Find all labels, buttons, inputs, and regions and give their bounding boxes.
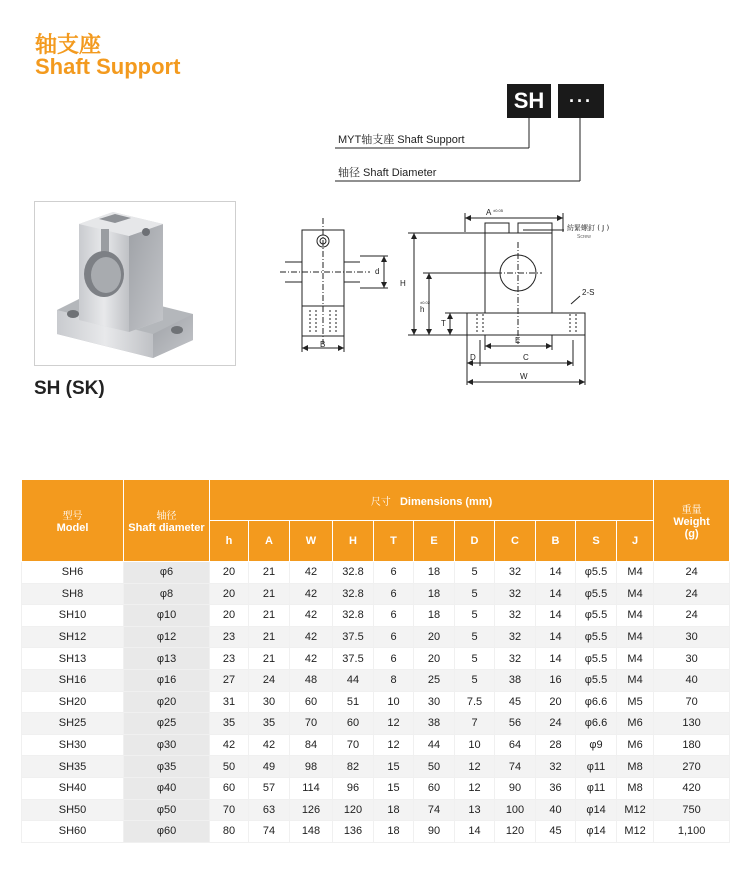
page-title-en: Shaft Support [35, 54, 181, 79]
table-cell: φ5.5 [576, 583, 617, 605]
header-model-en: Model [56, 522, 89, 534]
header-col-C: C [495, 521, 536, 562]
table-cell: 35 [210, 713, 249, 735]
table-cell: φ8 [124, 583, 210, 605]
table-cell: φ14 [576, 799, 617, 821]
table-cell: 5 [455, 562, 495, 584]
table-cell: M6 [617, 734, 654, 756]
dim-label-W: W [520, 372, 528, 381]
table-cell: φ6.6 [576, 691, 617, 713]
table-cell: 30 [414, 691, 455, 713]
table-row [22, 583, 730, 605]
table-cell: φ35 [124, 756, 210, 778]
table-cell: φ5.5 [576, 605, 617, 627]
table-cell: 21 [249, 605, 290, 627]
table-cell: 32 [495, 626, 536, 648]
table-cell: φ12 [124, 626, 210, 648]
table-cell: M8 [617, 756, 654, 778]
dim-label-C: C [523, 353, 529, 362]
technical-drawing [280, 200, 620, 390]
table-cell: M12 [617, 799, 654, 821]
table-cell: φ6.6 [576, 713, 617, 735]
table-cell: 32 [495, 648, 536, 670]
table-cell: 120 [495, 821, 536, 843]
table-cell: 96 [333, 777, 374, 799]
table-cell: 12 [455, 777, 495, 799]
table-cell: 8 [374, 669, 414, 691]
table-row [22, 713, 730, 735]
table-cell: M4 [617, 605, 654, 627]
dim-label-h-tolerance: ±0.02 [420, 300, 430, 305]
table-cell: 42 [290, 626, 333, 648]
table-cell: 45 [495, 691, 536, 713]
table-cell: SH40 [22, 777, 124, 799]
table-cell: 42 [210, 734, 249, 756]
table-cell: 44 [333, 669, 374, 691]
table-cell: 100 [495, 799, 536, 821]
table-cell: 40 [536, 799, 576, 821]
table-cell: 70 [290, 713, 333, 735]
table-cell: 24 [654, 583, 730, 605]
table-cell: 5 [455, 626, 495, 648]
legend-shaft-support: MYT轴支座 Shaft Support [338, 134, 465, 146]
table-cell: 44 [414, 734, 455, 756]
table-cell: φ5.5 [576, 626, 617, 648]
table-cell: 38 [495, 669, 536, 691]
table-cell: 60 [210, 777, 249, 799]
holes-label: 2-S [582, 288, 595, 297]
table-cell: 32.8 [333, 605, 374, 627]
table-cell: 42 [290, 562, 333, 584]
header-col-B: B [536, 521, 576, 562]
table-cell: 114 [290, 777, 333, 799]
table-cell: 37.5 [333, 648, 374, 670]
table-cell: 82 [333, 756, 374, 778]
header-shaft-diameter [124, 480, 210, 562]
table-cell: 42 [290, 605, 333, 627]
table-cell: 42 [249, 734, 290, 756]
code-prefix-box: SH [507, 84, 551, 118]
table-cell: 12 [374, 734, 414, 756]
table-cell: 30 [249, 691, 290, 713]
table-cell: φ6 [124, 562, 210, 584]
table-cell: M4 [617, 626, 654, 648]
table-cell: 130 [654, 713, 730, 735]
table-cell: 120 [333, 799, 374, 821]
dim-label-d: d [375, 267, 380, 276]
table-row [22, 734, 730, 756]
page-title-cn: 轴支座 [35, 33, 102, 58]
table-cell: φ5.5 [576, 648, 617, 670]
table-cell: M4 [617, 583, 654, 605]
table-cell: 38 [414, 713, 455, 735]
header-col-h: h [210, 521, 249, 562]
table-cell: 20 [210, 583, 249, 605]
table-row [22, 821, 730, 843]
table-cell: 49 [249, 756, 290, 778]
table-cell: 32 [495, 562, 536, 584]
table-cell: 50 [210, 756, 249, 778]
dim-label-A: A [486, 208, 492, 217]
table-cell: 42 [290, 648, 333, 670]
spec-table [21, 479, 730, 843]
table-cell: 15 [374, 777, 414, 799]
table-cell: 84 [290, 734, 333, 756]
table-cell: 70 [654, 691, 730, 713]
table-cell: SH6 [22, 562, 124, 584]
dim-label-D: D [470, 353, 476, 362]
header-model-cn: 型号 [62, 511, 83, 522]
table-row [22, 626, 730, 648]
table-cell: 27 [210, 669, 249, 691]
table-cell: M12 [617, 821, 654, 843]
table-cell: 74 [495, 756, 536, 778]
table-cell: 40 [654, 669, 730, 691]
table-cell: 180 [654, 734, 730, 756]
table-cell: φ11 [576, 777, 617, 799]
shaft-support-illustration [35, 202, 235, 365]
table-cell: 12 [455, 756, 495, 778]
table-row [22, 777, 730, 799]
table-row [22, 605, 730, 627]
table-cell: M8 [617, 777, 654, 799]
table-cell: 18 [414, 562, 455, 584]
table-cell: 32 [495, 605, 536, 627]
table-cell: 32.8 [333, 583, 374, 605]
table-cell: φ40 [124, 777, 210, 799]
header-col-S: S [576, 521, 617, 562]
table-cell: M4 [617, 562, 654, 584]
table-cell: 14 [455, 821, 495, 843]
table-cell: 24 [249, 669, 290, 691]
table-cell: 45 [536, 821, 576, 843]
table-cell: 20 [536, 691, 576, 713]
header-col-A: A [249, 521, 290, 562]
table-cell: 51 [333, 691, 374, 713]
header-col-J: J [617, 521, 654, 562]
table-cell: φ25 [124, 713, 210, 735]
table-cell: 23 [210, 626, 249, 648]
header-weight [654, 480, 730, 562]
header-weight-unit: (g) [684, 528, 699, 540]
table-cell: 31 [210, 691, 249, 713]
table-cell: 15 [374, 756, 414, 778]
header-col-T: T [374, 521, 414, 562]
table-cell: φ13 [124, 648, 210, 670]
table-cell: φ30 [124, 734, 210, 756]
table-cell: 30 [654, 626, 730, 648]
header-dims-en: Dimensions (mm) [399, 495, 493, 508]
table-row [22, 648, 730, 670]
table-cell: φ16 [124, 669, 210, 691]
table-cell: φ5.5 [576, 669, 617, 691]
table-cell: φ60 [124, 821, 210, 843]
table-cell: 24 [654, 605, 730, 627]
table-cell: 1,100 [654, 821, 730, 843]
table-cell: 6 [374, 583, 414, 605]
code-suffix-box: ··· [558, 84, 604, 118]
table-cell: SH8 [22, 583, 124, 605]
table-cell: 136 [333, 821, 374, 843]
table-cell: 32.8 [333, 562, 374, 584]
table-cell: 32 [495, 583, 536, 605]
table-cell: 20 [210, 562, 249, 584]
table-cell: 270 [654, 756, 730, 778]
dim-label-h: h [420, 305, 425, 314]
dim-label-B: B [320, 340, 326, 349]
header-shaft-cn: 轴径 [156, 511, 177, 522]
header-dimensions [210, 480, 654, 521]
table-row [22, 799, 730, 821]
table-cell: 5 [455, 583, 495, 605]
table-cell: 12 [374, 713, 414, 735]
table-cell: 30 [654, 648, 730, 670]
table-cell: 37.5 [333, 626, 374, 648]
header-weight-en: Weight [673, 516, 710, 528]
table-cell: 64 [495, 734, 536, 756]
header-col-E: E [414, 521, 455, 562]
table-cell: 21 [249, 562, 290, 584]
table-cell: φ20 [124, 691, 210, 713]
table-cell: 5 [455, 605, 495, 627]
table-cell: φ9 [576, 734, 617, 756]
table-cell: φ50 [124, 799, 210, 821]
table-cell: M6 [617, 713, 654, 735]
table-cell: 20 [210, 605, 249, 627]
table-cell: M4 [617, 669, 654, 691]
table-cell: 5 [455, 669, 495, 691]
table-cell: 74 [414, 799, 455, 821]
header-weight-cn: 重量 [681, 505, 702, 516]
table-cell: 90 [495, 777, 536, 799]
table-cell: SH25 [22, 713, 124, 735]
table-row [22, 562, 730, 584]
table-cell: 24 [654, 562, 730, 584]
table-cell: 420 [654, 777, 730, 799]
table-cell: 20 [414, 648, 455, 670]
table-row [22, 756, 730, 778]
table-cell: 50 [414, 756, 455, 778]
table-cell: 6 [374, 626, 414, 648]
table-cell: φ5.5 [576, 562, 617, 584]
table-cell: φ14 [576, 821, 617, 843]
product-name: SH (SK) [34, 378, 105, 399]
table-cell: 14 [536, 626, 576, 648]
table-cell: 7 [455, 713, 495, 735]
table-cell: 750 [654, 799, 730, 821]
table-cell: 57 [249, 777, 290, 799]
table-cell: 90 [414, 821, 455, 843]
dim-label-E: E [515, 336, 521, 345]
header-model [22, 480, 124, 562]
dim-label-A-tolerance: ±0.05 [493, 208, 503, 213]
table-cell: SH16 [22, 669, 124, 691]
dim-label-T: T [441, 319, 446, 328]
table-cell: 20 [414, 626, 455, 648]
table-cell: 63 [249, 799, 290, 821]
table-cell: 21 [249, 626, 290, 648]
table-cell: 18 [374, 821, 414, 843]
dim-label-H: H [400, 279, 406, 288]
table-cell: 98 [290, 756, 333, 778]
table-cell: 14 [536, 562, 576, 584]
table-cell: SH35 [22, 756, 124, 778]
table-cell: 60 [290, 691, 333, 713]
table-cell: SH13 [22, 648, 124, 670]
table-cell: φ11 [576, 756, 617, 778]
header-col-D: D [455, 521, 495, 562]
table-cell: 18 [414, 605, 455, 627]
table-cell: 25 [414, 669, 455, 691]
table-cell: 6 [374, 605, 414, 627]
table-cell: 32 [536, 756, 576, 778]
table-cell: 6 [374, 562, 414, 584]
table-cell: 35 [249, 713, 290, 735]
table-cell: 10 [374, 691, 414, 713]
header-shaft-en: Shaft diameter [128, 522, 205, 534]
table-cell: M4 [617, 648, 654, 670]
table-cell: 21 [249, 583, 290, 605]
header-dims-cn: 尺寸 [370, 496, 391, 508]
table-row [22, 669, 730, 691]
table-cell: 14 [536, 583, 576, 605]
header-col-W: W [290, 521, 333, 562]
table-cell: 16 [536, 669, 576, 691]
table-cell: SH10 [22, 605, 124, 627]
table-row [22, 691, 730, 713]
table-cell: 126 [290, 799, 333, 821]
table-cell: 42 [290, 583, 333, 605]
table-cell: 18 [414, 583, 455, 605]
table-cell: φ10 [124, 605, 210, 627]
table-cell: 18 [374, 799, 414, 821]
table-cell: 14 [536, 605, 576, 627]
table-cell: SH30 [22, 734, 124, 756]
table-cell: 23 [210, 648, 249, 670]
table-cell: 10 [455, 734, 495, 756]
table-cell: 21 [249, 648, 290, 670]
table-cell: 14 [536, 648, 576, 670]
table-cell: 60 [414, 777, 455, 799]
table-cell: 74 [249, 821, 290, 843]
table-cell: SH12 [22, 626, 124, 648]
table-cell: 13 [455, 799, 495, 821]
table-cell: 5 [455, 648, 495, 670]
screw-label-cn: 紡緊螺釘 ( J ) [567, 224, 610, 232]
legend-shaft-diameter: 轴径 Shaft Diameter [338, 167, 437, 179]
table-cell: 56 [495, 713, 536, 735]
table-cell: 36 [536, 777, 576, 799]
table-cell: 28 [536, 734, 576, 756]
table-cell: 6 [374, 648, 414, 670]
header-col-H: H [333, 521, 374, 562]
table-cell: 70 [210, 799, 249, 821]
table-cell: M5 [617, 691, 654, 713]
table-cell: 7.5 [455, 691, 495, 713]
table-cell: 48 [290, 669, 333, 691]
table-cell: 80 [210, 821, 249, 843]
product-photo [34, 201, 236, 366]
table-cell: 24 [536, 713, 576, 735]
table-cell: 148 [290, 821, 333, 843]
table-cell: SH20 [22, 691, 124, 713]
table-cell: SH60 [22, 821, 124, 843]
table-cell: 60 [333, 713, 374, 735]
screw-label-en: Screw [577, 234, 591, 240]
table-cell: 70 [333, 734, 374, 756]
table-cell: SH50 [22, 799, 124, 821]
